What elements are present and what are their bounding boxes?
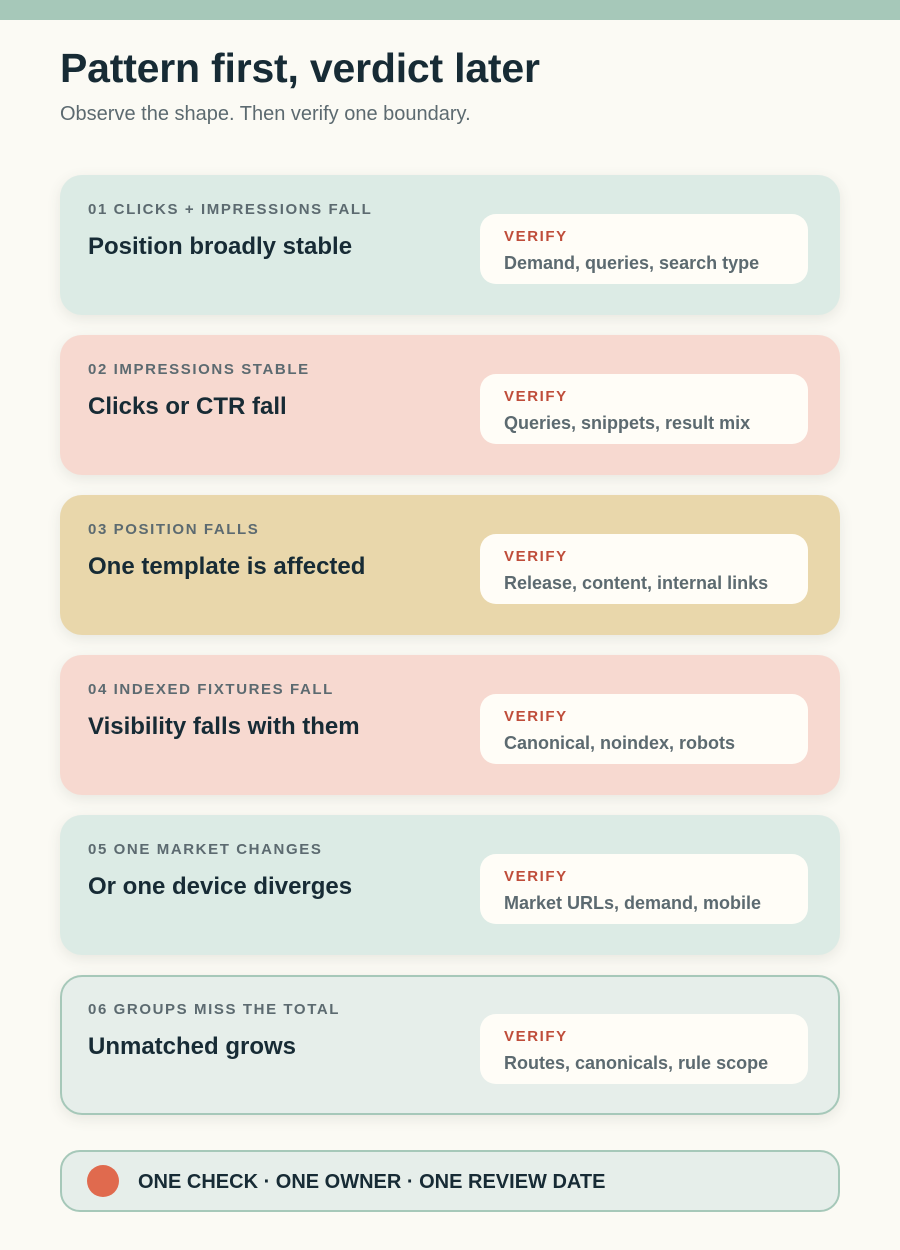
pattern-card (60, 175, 840, 315)
verify-text: Demand, queries, search type (504, 253, 760, 273)
verify-label: VERIFY (504, 1028, 568, 1045)
card-kicker: 06 GROUPS MISS THE TOTAL (88, 1001, 341, 1018)
verify-text: Market URLs, demand, mobile (504, 893, 762, 913)
verify-label: VERIFY (504, 708, 568, 725)
verify-text: Queries, snippets, result mix (504, 413, 751, 433)
top-accent-bar (0, 0, 900, 20)
page-header (60, 44, 840, 126)
pattern-card (60, 655, 840, 795)
card-heading: Position broadly stable (88, 233, 353, 260)
footer-text: ONE CHECK · ONE OWNER · ONE REVIEW DATE (138, 1171, 606, 1193)
card-heading: Visibility falls with them (88, 713, 360, 740)
pattern-card (60, 975, 840, 1115)
verify-text: Routes, canonicals, rule scope (504, 1053, 769, 1073)
pattern-card (60, 495, 840, 635)
card-heading: Clicks or CTR fall (88, 393, 287, 420)
verify-box (480, 694, 808, 764)
pattern-card-list (60, 175, 840, 1135)
verify-label: VERIFY (504, 228, 568, 245)
verify-box (480, 214, 808, 284)
card-kicker: 01 CLICKS + IMPRESSIONS FALL (88, 201, 373, 218)
verify-box (480, 534, 808, 604)
verify-box (480, 1014, 808, 1084)
footer-banner (60, 1150, 840, 1212)
card-kicker: 05 ONE MARKET CHANGES (88, 841, 323, 858)
page-subtitle: Observe the shape. Then verify one boundary. (60, 103, 471, 125)
card-kicker: 02 IMPRESSIONS STABLE (88, 361, 310, 378)
verify-box (480, 374, 808, 444)
verify-text: Canonical, noindex, robots (504, 733, 736, 753)
page-title: Pattern first, verdict later (60, 45, 540, 91)
verify-box (480, 854, 808, 924)
verify-label: VERIFY (504, 388, 568, 405)
card-heading: One template is affected (88, 553, 366, 580)
pattern-card (60, 815, 840, 955)
card-kicker: 04 INDEXED FIXTURES FALL (88, 681, 334, 698)
card-heading: Unmatched grows (88, 1033, 297, 1060)
verify-label: VERIFY (504, 868, 568, 885)
verify-label: VERIFY (504, 548, 568, 565)
card-heading: Or one device diverges (88, 873, 353, 900)
status-dot-icon (87, 1165, 119, 1197)
pattern-card (60, 335, 840, 475)
card-kicker: 03 POSITION FALLS (88, 521, 260, 538)
verify-text: Release, content, internal links (504, 573, 769, 593)
